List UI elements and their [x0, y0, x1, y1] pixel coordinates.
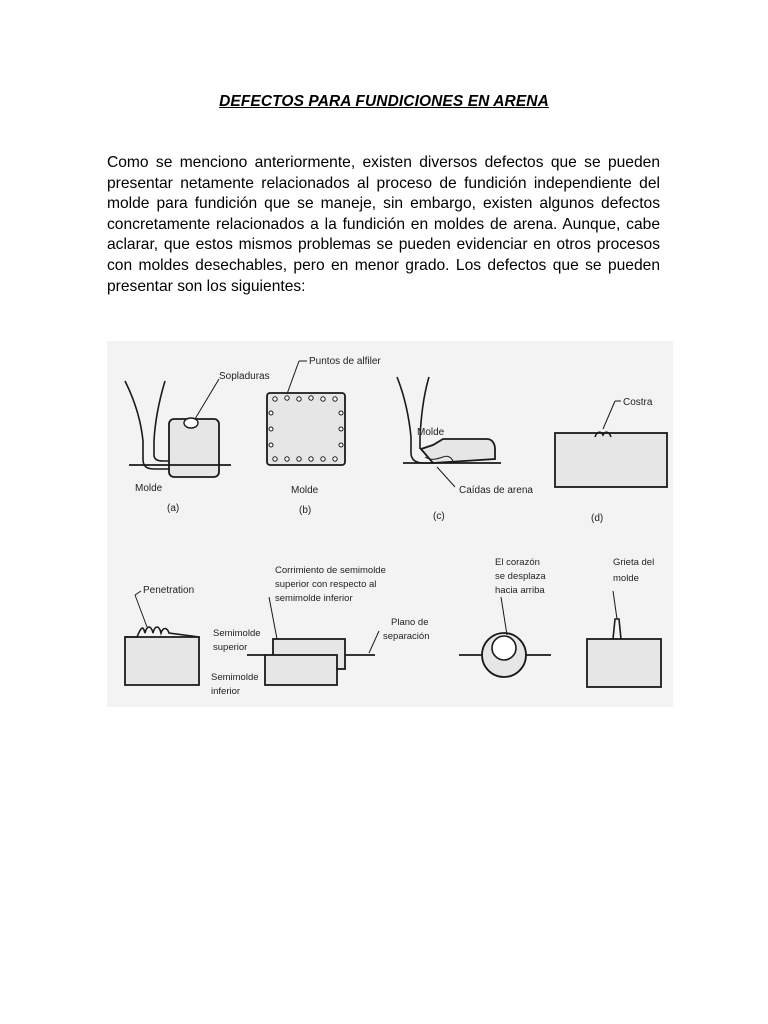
panel-h-crack [613, 619, 621, 639]
panel-g-core [492, 636, 516, 660]
panel-c-label-molde: Molde [417, 427, 445, 438]
panel-c-caption: (c) [433, 511, 445, 522]
panel-e-leader-tail [135, 591, 141, 595]
panel-f-label-semimolde-inf-2: inferior [211, 686, 241, 697]
panel-f [211, 565, 429, 697]
panel-b [267, 356, 381, 516]
document-title: DEFECTOS PARA FUNDICIONES EN ARENA [219, 93, 549, 110]
panel-h-label-grieta-1: Grieta del [613, 557, 655, 568]
panel-d-caption: (d) [591, 513, 604, 524]
panel-g-leader [501, 597, 507, 635]
panel-a-sprue-left [125, 381, 169, 469]
panel-e-label-penetration: Penetration [143, 585, 195, 596]
panel-f-label-semimolde-inf-1: Semimolde [211, 672, 259, 683]
panel-h-label-grieta-2: molde [613, 573, 639, 584]
panel-b-label-molde: Molde [291, 485, 319, 496]
panel-f-label-plano-1: Plano de [391, 617, 429, 628]
defects-figure [107, 341, 673, 707]
panel-f-lower-half [265, 655, 337, 685]
panel-g-label-corazon-1: El corazón [495, 557, 540, 568]
panel-f-label-corrimiento-1: Corrimiento de semimolde [275, 565, 386, 576]
panel-c-leader-caidas [437, 467, 455, 487]
panel-f-label-plano-2: separación [383, 631, 430, 642]
intro-paragraph: Como se menciono anteriormente, existen diversos defectos que se pueden presentar netamente relacionados al proceso de fundición independiente del molde para fundición que se maneje, sin embargo, existen algunos defectos concretamente relacionados a la fundición en moldes de arena. Aunque, cabe aclarar, que estos mismos problemas se pueden evidenciar en otros procesos con moldes desechables, pero en menor grado. Los defectos que se pueden presentar son los siguientes: [107, 154, 660, 295]
panel-a-leader [195, 379, 219, 419]
panel-d-label-costra: Costra [623, 397, 653, 408]
panel-f-label-semimolde-sup-2: superior [213, 642, 248, 653]
panel-a [125, 371, 270, 514]
panel-c [397, 377, 533, 522]
panel-d-leader [603, 401, 615, 429]
panel-a-caption: (a) [167, 503, 180, 514]
panel-a-sprue-right [154, 381, 169, 461]
panel-b-casting [267, 393, 345, 465]
panel-b-label-puntos: Puntos de alfiler [309, 356, 381, 367]
panel-a-blowhole [184, 418, 198, 428]
panel-f-label-semimolde-sup-1: Semimolde [213, 628, 261, 639]
panel-f-label-corrimiento-2: superior con respecto al [275, 579, 377, 590]
panel-f-leader-plano [369, 631, 379, 653]
panel-d [555, 397, 667, 524]
panel-c-label-caidas: Caídas de arena [459, 485, 533, 496]
panel-h [587, 557, 661, 687]
panel-e-casting [125, 637, 199, 685]
panel-b-caption: (b) [299, 505, 312, 516]
panel-e-leader [135, 595, 147, 627]
panel-h-leader [613, 591, 617, 619]
panel-e-penetration [125, 627, 199, 637]
panel-e [125, 585, 199, 685]
panel-f-label-corrimiento-3: semimolde inferior [275, 593, 353, 604]
panel-g [459, 557, 551, 677]
panel-a-label-sopladuras: Sopladuras [219, 371, 270, 382]
defects-illustration [107, 341, 673, 707]
panel-a-label-molde: Molde [135, 483, 163, 494]
panel-d-casting [555, 433, 667, 487]
panel-b-leader [287, 361, 299, 394]
panel-h-casting [587, 639, 661, 687]
panel-g-label-corazon-2: se desplaza [495, 571, 546, 582]
panel-g-label-corazon-3: hacia arriba [495, 585, 545, 596]
panel-c-sprue-right [420, 377, 429, 449]
